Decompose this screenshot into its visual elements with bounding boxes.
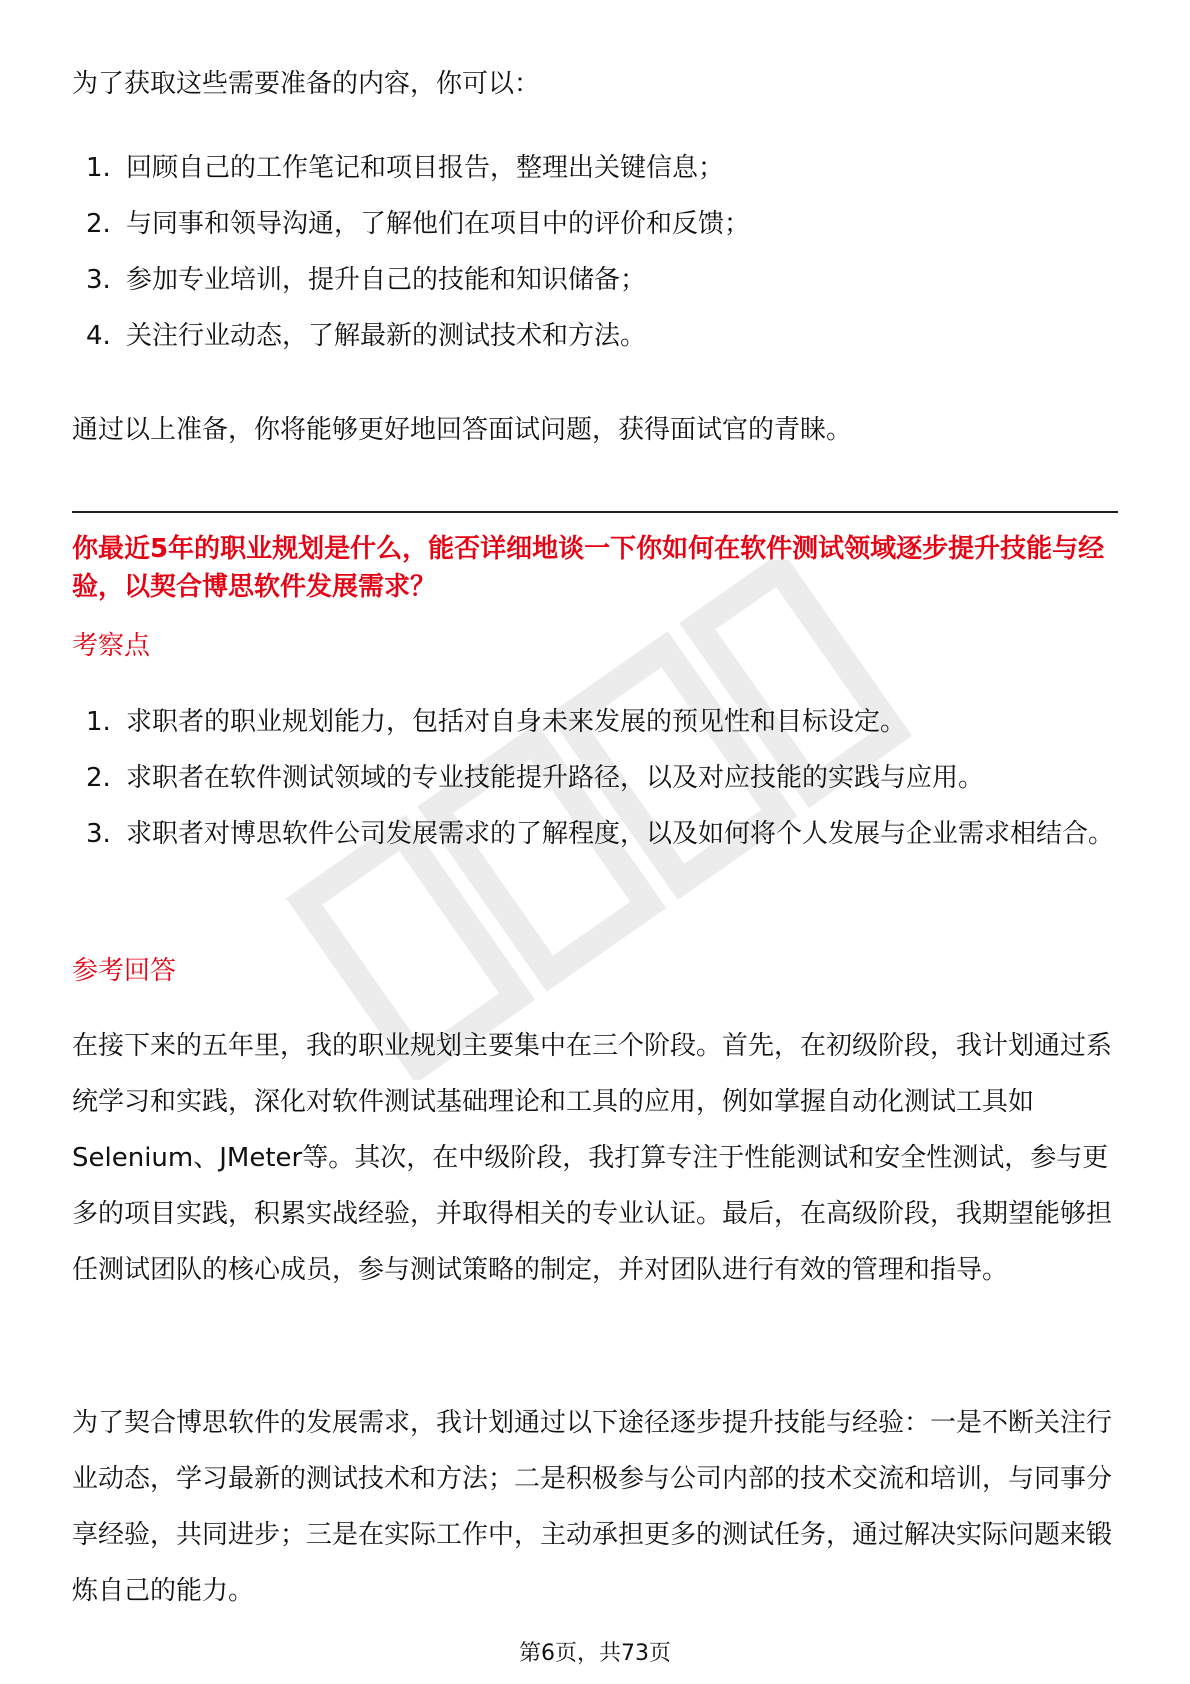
list-number: 3.: [86, 265, 111, 295]
check-points-title: 考察点: [72, 631, 151, 661]
list-item-text: 与同事和领导沟通，了解他们在项目中的评价和反馈；: [126, 209, 751, 239]
list-number: 1.: [86, 707, 111, 737]
list-number: 1.: [86, 153, 111, 183]
question-heading: 你最近5年的职业规划是什么，能否详细地谈一下你如何在软件测试领域逐步提升技能与经验，以契合博思软件发展需求？: [72, 534, 1105, 602]
list-item: [72, 750, 1114, 806]
list-number: 2.: [86, 763, 111, 793]
list-item-text: 求职者对博思软件公司发展需求的了解程度，以及如何将个人发展与企业需求相结合。: [126, 819, 1115, 849]
section-divider: [72, 511, 1118, 513]
list-item-text: 回顾自己的工作笔记和项目报告，整理出关键信息；: [126, 153, 725, 183]
list-item: [72, 308, 750, 364]
list-item-text: 参加专业培训，提升自己的技能和知识储备；: [126, 265, 647, 295]
list-item-text: 求职者在软件测试领域的专业技能提升路径，以及对应技能的实践与应用。: [126, 763, 985, 793]
list-item-text: 求职者的职业规划能力，包括对自身未来发展的预见性和目标设定。: [126, 707, 907, 737]
answer-paragraph-2: 为了契合博思软件的发展需求，我计划通过以下途径逐步提升技能与经验：一是不断关注行业动态，学习最新的测试技术和方法；二是积极参与公司内部的技术交流和培训，与同事分享经验，共同进步；三是在实际工作中，主动承担更多的测试任务，通过解决实际问题来锻炼自己的能力。: [72, 1408, 1113, 1606]
prep-list: [72, 140, 750, 364]
list-number: 2.: [86, 209, 111, 239]
list-item: [72, 196, 750, 252]
list-number: 4.: [86, 321, 111, 351]
answer-paragraph-1: 在接下来的五年里，我的职业规划主要集中在三个阶段。首先，在初级阶段，我计划通过系统学习和实践，深化对软件测试基础理论和工具的应用，例如掌握自动化测试工具如Selenium、JMeter等。其次，在中级阶段，我打算专注于性能测试和安全性测试，参与更多的项目实践，积累实战经验，并取得相关的专业认证。最后，在高级阶段，我期望能够担任测试团队的核心成员，参与测试策略的制定，并对团队进行有效的管理和指导。: [72, 1031, 1113, 1285]
reference-answer-title: 参考回答: [72, 956, 177, 986]
list-item: [72, 806, 1114, 862]
list-item: [72, 694, 1114, 750]
closing-text: 通过以上准备，你将能够更好地回答面试问题，获得面试官的青睐。: [72, 415, 853, 445]
list-number: 3.: [86, 819, 111, 849]
list-item: [72, 140, 750, 196]
list-item: [72, 252, 750, 308]
check-points-list: [72, 694, 1114, 862]
list-item-text: 关注行业动态，了解最新的测试技术和方法。: [126, 321, 647, 351]
page-number: 第6页，共73页: [519, 1641, 671, 1666]
intro-text: 为了获取这些需要准备的内容，你可以：: [72, 69, 541, 99]
